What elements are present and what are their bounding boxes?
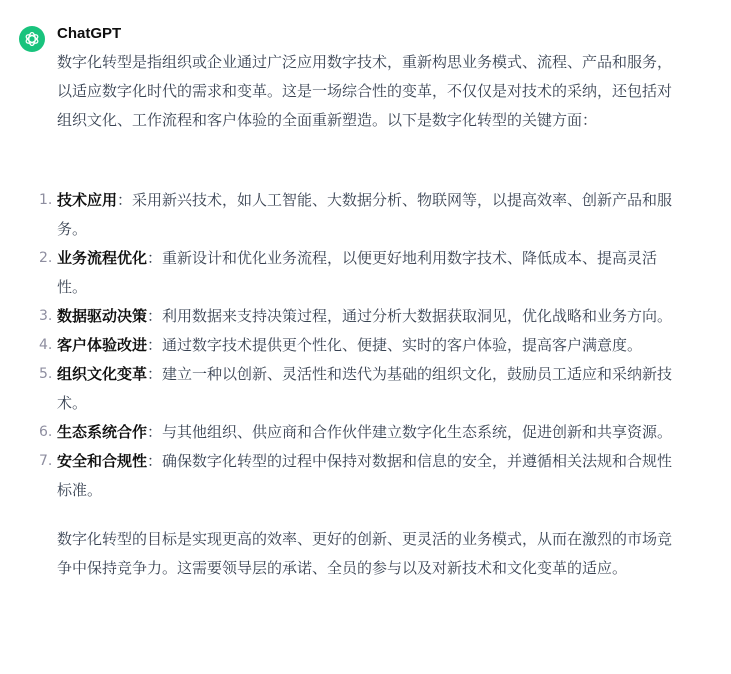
list-item [39,418,677,447]
list-term: 客户体验改进 [57,336,148,354]
list-item [39,302,677,331]
openai-logo-icon [23,30,41,48]
list-number: 4. [39,337,53,353]
list-number: 5. [39,366,53,382]
list-description: ：通过数字技术提供更个性化、便捷、实时的客户体验，提高客户满意度。 [147,336,643,354]
list-description: ：确保数字化转型的过程中保持对数据和信息的安全，并遵循相关法规和合规性标准。 [57,452,673,499]
list-term: 数据驱动决策 [57,307,148,325]
list-item [39,447,677,505]
list-number: 7. [39,453,53,469]
list-description: ：与其他组织、供应商和合作伙伴建立数字化生态系统，促进创新和共享资源。 [147,423,673,441]
list-description: ：重新设计和优化业务流程，以便更好地利用数字技术、降低成本、提高灵活性。 [57,249,658,296]
key-aspects-list [39,186,677,505]
list-number: 6. [39,424,53,440]
list-term: 组织文化变革 [57,365,148,383]
chatgpt-avatar [19,26,45,52]
list-number: 3. [39,308,53,324]
list-term: 技术应用 [57,191,118,209]
list-number: 2. [39,250,53,266]
list-description: ：建立一种以创新、灵活性和迭代为基础的组织文化，鼓励员工适应和采纳新技术。 [57,365,673,412]
list-item [39,244,677,302]
sender-name: ChatGPT [57,25,122,42]
list-number: 1. [39,192,53,208]
list-term: 生态系统合作 [57,423,148,441]
message-content [39,48,677,583]
list-description: ：采用新兴技术，如人工智能、大数据分析、物联网等，以提高效率、创新产品和服务。 [57,191,673,238]
intro-paragraph: 数字化转型是指组织或企业通过广泛应用数字技术，重新构思业务模式、流程、产品和服务，以适应数字化时代的需求和变革。这是一场综合性的变革，不仅仅是对技术的采纳，还包括对组织文化、工作流程和客户体验的全面重新塑造。以下是数字化转型的关键方面： [57,53,673,129]
list-term: 安全和合规性 [57,452,148,470]
list-item [39,360,677,418]
list-description: ：利用数据来支持决策过程，通过分析大数据获取洞见，优化战略和业务方向。 [147,307,673,325]
list-item [39,331,677,360]
list-item [39,186,677,244]
conclusion-paragraph: 数字化转型的目标是实现更高的效率、更好的创新、更灵活的业务模式，从而在激烈的市场竞争中保持竞争力。这需要领导层的承诺、全员的参与以及对新技术和文化变革的适应。 [57,530,673,577]
list-term: 业务流程优化 [57,249,148,267]
